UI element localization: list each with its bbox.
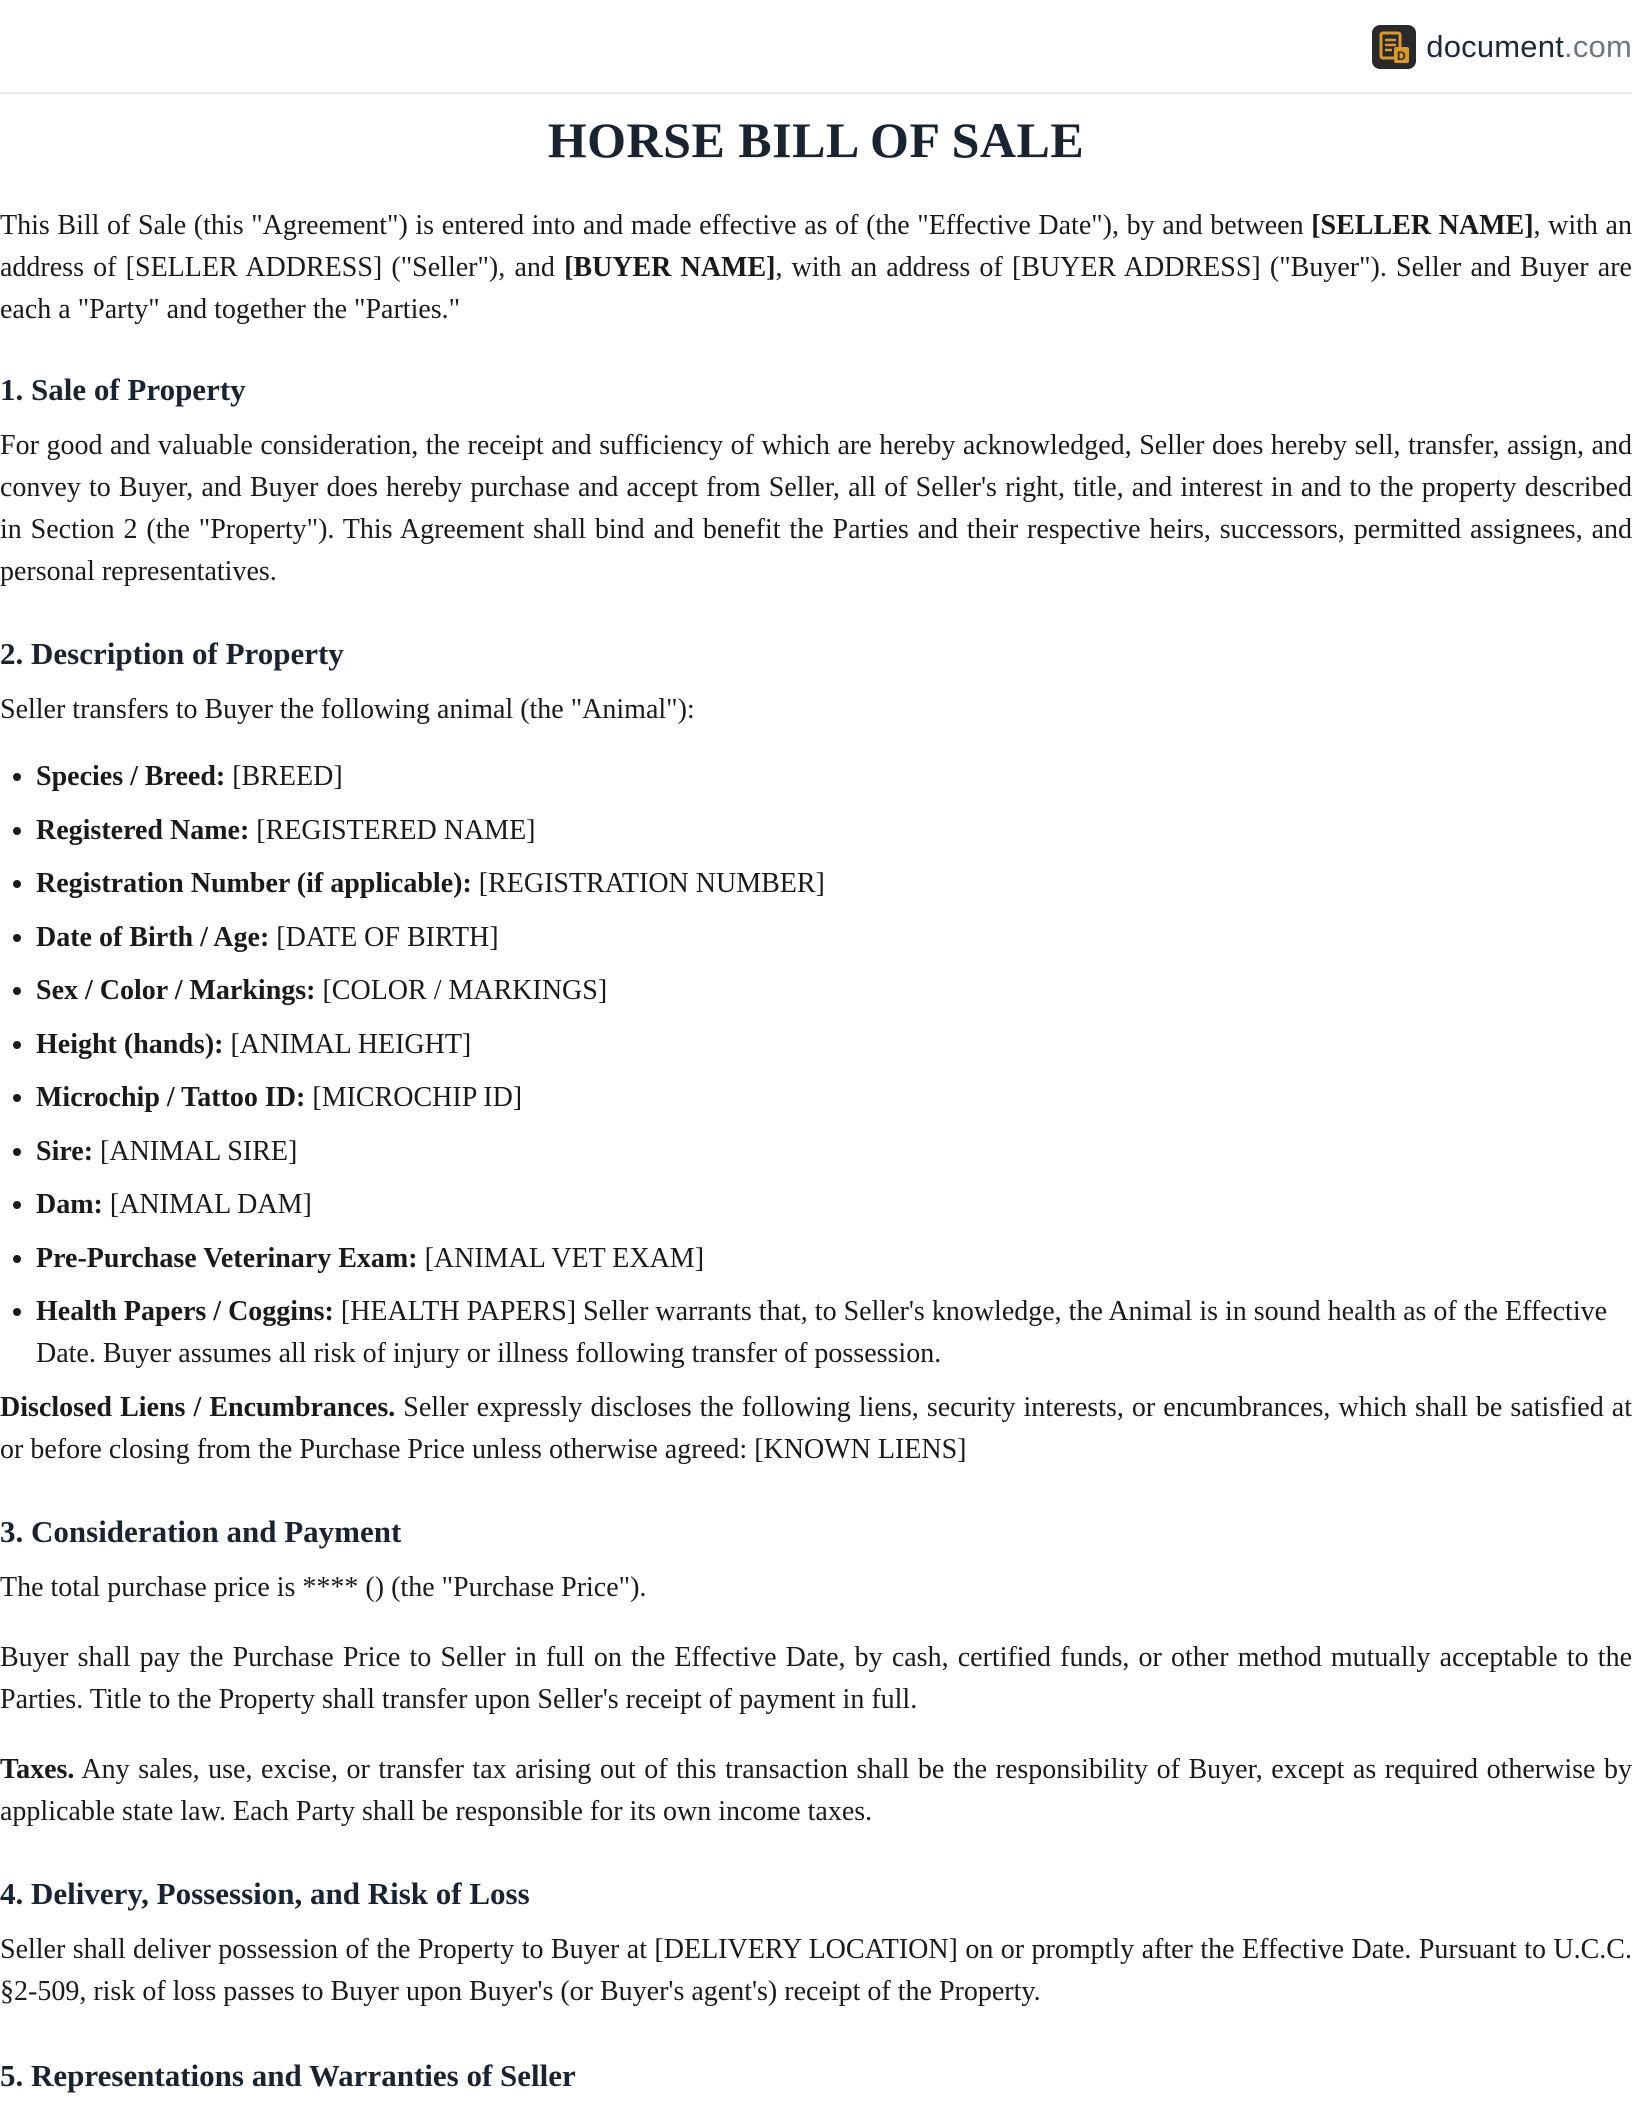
list-item <box>36 1077 1632 1119</box>
section-4-heading: 4. Delivery, Possession, and Risk of Loss <box>0 1875 530 1911</box>
brand-tld: .com <box>1564 29 1632 64</box>
svg-text:D: D <box>1397 49 1406 63</box>
intro-text-3: , with an address of [BUYER ADDRESS] ("Buyer"). Seller and Buyer are each a "Party" and together the "Parties." <box>0 252 1632 325</box>
item-label: Species / Breed: <box>36 761 226 792</box>
seller-name-placeholder: [SELLER NAME] <box>1311 210 1534 241</box>
section-2-heading: 2. Description of Property <box>0 636 344 671</box>
section-2-lead: Seller transfers to Buyer the following animal (the "Animal"): <box>0 694 695 725</box>
list-item <box>36 1291 1632 1375</box>
item-label: Registration Number (if applicable): <box>36 868 472 899</box>
liens-paragraph <box>0 1387 1632 1471</box>
item-label: Height (hands): <box>36 1028 224 1060</box>
intro-text-1: This Bill of Sale (this "Agreement") is entered into and made effective as of (the "Effective Date"), by and between <box>0 210 1312 241</box>
payment-paragraph: Buyer shall pay the Purchase Price to Seller in full on the Effective Date, by cash, certified funds, or other method mutually acceptable to the Parties. Title to the Property shall transfer upon Seller's receipt of payment in full. <box>0 1641 1632 1715</box>
item-label: Microchip / Tattoo ID: <box>36 1082 306 1113</box>
liens-label: Disclosed Liens / Encumbrances. <box>0 1391 396 1423</box>
item-label: Dam: <box>36 1189 103 1220</box>
section-3-heading: 3. Consideration and Payment <box>0 1513 402 1549</box>
document-title: HORSE BILL OF SALE <box>547 112 1085 168</box>
item-label: Sex / Color / Markings: <box>36 975 316 1006</box>
list-item <box>36 756 1632 798</box>
taxes-body: Any sales, use, excise, or transfer tax arising out of this transaction shall be the responsibility of Buyer, except as required otherwise by applicable state law. Each Party shall be responsible for its own income taxes. <box>0 1753 1632 1827</box>
list-item <box>36 1238 1632 1280</box>
item-value: [ANIMAL SIRE] <box>93 1135 298 1167</box>
item-value: [REGISTERED NAME] <box>249 814 536 846</box>
buyer-name-placeholder: [BUYER NAME] <box>564 252 776 283</box>
liens-body: Seller expressly discloses the following liens, security interests, or encumbrances, which shall be satisfied at or before closing from the Purchase Price unless otherwise agreed: [KNOWN LIENS] <box>0 1391 1632 1465</box>
section-1-body: For good and valuable consideration, the receipt and sufficiency of which are hereby acknowledged, Seller does hereby sell, transfer, assign, and convey to Buyer, and Buyer does hereby purchase and accept from Seller, all of Seller's right, title, and interest in and to the property described in Section 2 (the "Property"). This Agreement shall bind and benefit the Parties and their respective heirs, successors, permitted assignees, and personal representatives. <box>0 430 1632 587</box>
list-item <box>36 970 1632 1012</box>
list-item <box>36 1131 1632 1173</box>
list-item <box>36 863 1632 905</box>
item-value: [ANIMAL DAM] <box>102 1189 312 1220</box>
brand-logo-link[interactable] <box>1372 25 1632 69</box>
list-item <box>36 1024 1632 1066</box>
item-label: Pre-Purchase Veterinary Exam: <box>36 1242 418 1274</box>
item-value: [COLOR / MARKINGS] <box>315 975 608 1006</box>
brand-name: document <box>1426 29 1565 64</box>
purchase-price-paragraph: The total purchase price is **** () (the "Purchase Price"). <box>0 1571 647 1603</box>
brand-wordmark <box>1426 29 1632 65</box>
item-value: [DATE OF BIRTH] <box>269 921 499 953</box>
item-value: [HEALTH PAPERS] Seller warrants that, to Seller's knowledge, the Animal is in sound health as of the Effective Date. Buyer assumes all risk of injury or illness following transfer of possession. <box>36 1296 1608 1369</box>
item-value: [MICROCHIP ID] <box>305 1082 523 1113</box>
taxes-paragraph <box>0 1749 1632 1833</box>
item-value: [ANIMAL VET EXAM] <box>417 1242 705 1274</box>
item-label: Registered Name: <box>36 814 250 846</box>
intro-paragraph <box>0 205 1632 331</box>
item-label: Health Papers / Coggins: <box>36 1296 334 1327</box>
section-5-heading: 5. Representations and Warranties of Seller <box>0 2057 576 2093</box>
item-label: Sire: <box>36 1135 94 1167</box>
item-label: Date of Birth / Age: <box>36 921 270 953</box>
animal-details-list <box>0 756 1632 1375</box>
section-1-heading: 1. Sale of Property <box>0 372 246 407</box>
top-bar <box>0 0 1632 94</box>
item-value: [BREED] <box>225 761 343 792</box>
document-logo-icon <box>1372 25 1416 69</box>
item-value: [REGISTRATION NUMBER] <box>471 868 825 899</box>
list-item <box>36 810 1632 852</box>
intro-text-2: , with an address of [SELLER ADDRESS] ("Seller"), and <box>0 210 1632 283</box>
document-body <box>0 100 1632 2097</box>
list-item <box>36 1184 1632 1226</box>
taxes-label: Taxes. <box>0 1753 75 1785</box>
section-4-body: Seller shall deliver possession of the Property to Buyer at [DELIVERY LOCATION] on or promptly after the Effective Date. Pursuant to U.C.C. §2-509, risk of loss passes to Buyer upon Buyer's (or Buyer's agent's) receipt of the Property. <box>0 1933 1632 2007</box>
item-value: [ANIMAL HEIGHT] <box>223 1028 472 1060</box>
list-item <box>36 917 1632 959</box>
